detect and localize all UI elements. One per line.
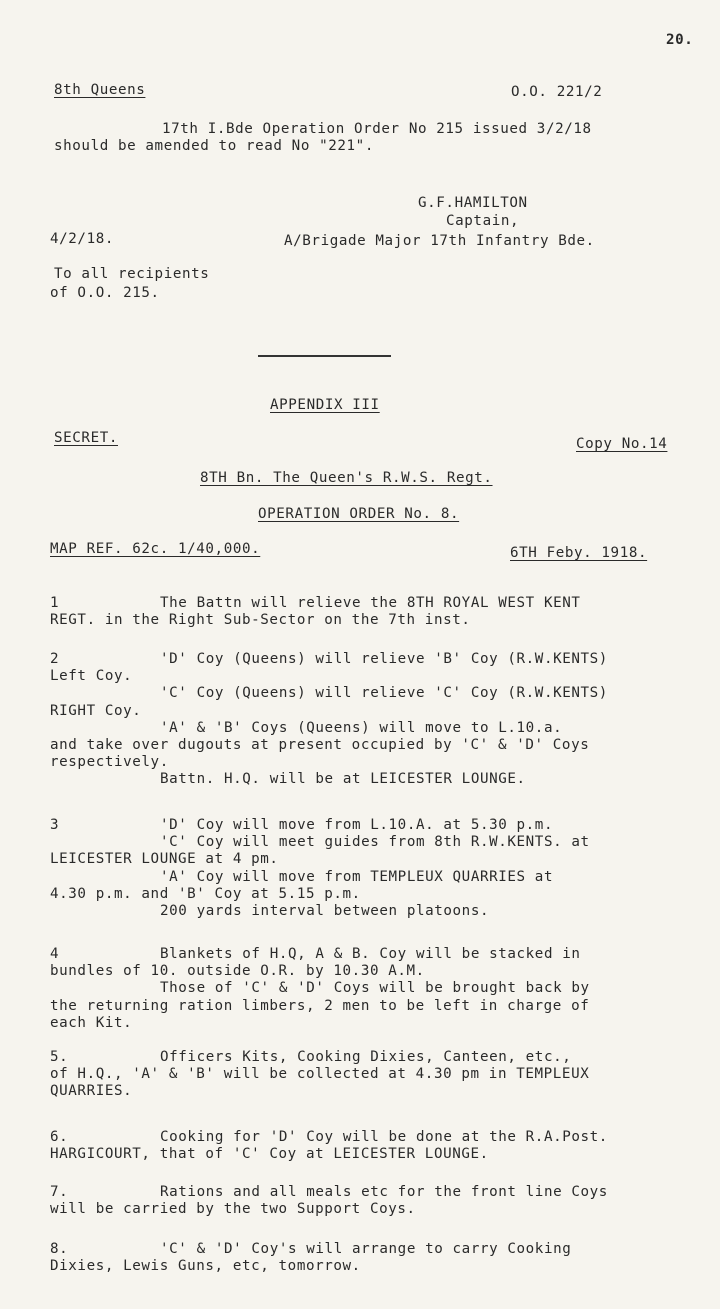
paragraph-line: Rations and all meals etc for the front line Coys [160, 1184, 608, 1200]
paragraph-line: of H.Q., 'A' & 'B' will be collected at 4.30 pm in TEMPLEUX [50, 1066, 590, 1083]
section-divider [258, 355, 391, 357]
paragraph-number: 4 [50, 946, 60, 962]
paragraph-line: Cooking for 'D' Coy will be done at the R.A.Post. [160, 1129, 608, 1145]
paragraph-line: will be carried by the two Support Coys. [50, 1201, 416, 1218]
paragraph-line: each Kit. [50, 1014, 133, 1031]
paragraph-line: 'C' Coy (Queens) will relieve 'C' Coy (R.W.KENTS) [160, 685, 608, 702]
paragraph-number: 3 [50, 817, 60, 833]
paragraph-line: Those of 'C' & 'D' Coys will be brought back by [160, 980, 590, 997]
map-reference: MAP REF. 62c. 1/40,000. [50, 541, 261, 557]
page-number: 20. [666, 32, 694, 48]
paragraph-line: 'A' Coy will move from TEMPLEUX QUARRIES at [160, 868, 554, 885]
paragraph-line: 200 yards interval between platoons. [160, 903, 490, 919]
paragraph-line: Battn. H.Q. will be at LEICESTER LOUNGE. [160, 771, 526, 788]
paragraph-line: 'C' Coy will meet guides from 8th R.W.KENTS. at [160, 834, 590, 851]
recipients-line1: To all recipients [54, 266, 210, 282]
classification-label: SECRET. [54, 430, 118, 446]
amendment-body-line2: should be amended to read No "221". [54, 138, 374, 154]
paragraph-line: Blankets of H.Q, A & B. Coy will be stacked in [160, 946, 581, 962]
paragraph-line: REGT. in the Right Sub-Sector on the 7th inst. [50, 612, 471, 629]
order-title: OPERATION ORDER No. 8. [258, 506, 460, 522]
paragraph-line: Officers Kits, Cooking Dixies, Canteen, etc., [160, 1049, 572, 1065]
paragraph-line: HARGICOURT, that of 'C' Coy at LEICESTER LOUNGE. [50, 1146, 489, 1163]
appendix-title: APPENDIX III [270, 397, 380, 413]
paragraph-line: The Battn will relieve the 8TH ROYAL WEST KENT [160, 595, 581, 611]
paragraph-line: the returning ration limbers, 2 men to be left in charge of [50, 997, 590, 1014]
paragraph-number: 2 [50, 651, 60, 667]
paragraph-number: 6. [50, 1129, 69, 1145]
paragraph-line: LEICESTER LOUNGE at 4 pm. [50, 851, 279, 868]
paragraph-line: 'A' & 'B' Coys (Queens) will move to L.10.a. [160, 719, 563, 736]
paragraph-line: 4.30 p.m. and 'B' Coy at 5.15 p.m. [50, 885, 361, 902]
order-reference: O.O. 221/2 [511, 84, 603, 100]
order-date: 6TH Feby. 1918. [510, 545, 648, 561]
paragraph-number: 7. [50, 1184, 69, 1200]
paragraph-line: Dixies, Lewis Guns, etc, tomorrow. [50, 1258, 361, 1275]
paragraph-line: 'D' Coy will move from L.10.A. at 5.30 p.m. [160, 817, 554, 833]
unit-title: 8TH Bn. The Queen's R.W.S. Regt. [200, 470, 493, 486]
amendment-body-line1: 17th I.Bde Operation Order No 215 issued 3/2/18 [162, 121, 592, 137]
paragraph-number: 8. [50, 1241, 69, 1257]
paragraph-line: respectively. [50, 754, 169, 771]
paragraph-line: 'C' & 'D' Coy's will arrange to carry Cooking [160, 1241, 572, 1257]
paragraph-line: Left Coy. [50, 668, 133, 685]
copy-number: Copy No.14 [576, 436, 668, 452]
amendment-date: 4/2/18. [50, 231, 114, 247]
recipients-line2: of O.O. 215. [50, 285, 160, 301]
paragraph-line: 'D' Coy (Queens) will relieve 'B' Coy (R.W.KENTS) [160, 651, 608, 667]
signatory-rank: Captain, [446, 213, 520, 229]
unit-heading: 8th Queens [54, 82, 146, 98]
paragraph-line: and take over dugouts at present occupied by 'C' & 'D' Coys [50, 737, 590, 753]
signatory-name: G.F.HAMILTON [418, 195, 528, 211]
paragraph-number: 5. [50, 1049, 69, 1065]
paragraph-line: QUARRIES. [50, 1083, 133, 1100]
paragraph-line: RIGHT Coy. [50, 702, 142, 719]
paragraph-line: bundles of 10. outside O.R. by 10.30 A.M. [50, 963, 425, 980]
paragraph-number: 1 [50, 595, 60, 611]
signatory-role: A/Brigade Major 17th Infantry Bde. [284, 233, 595, 249]
